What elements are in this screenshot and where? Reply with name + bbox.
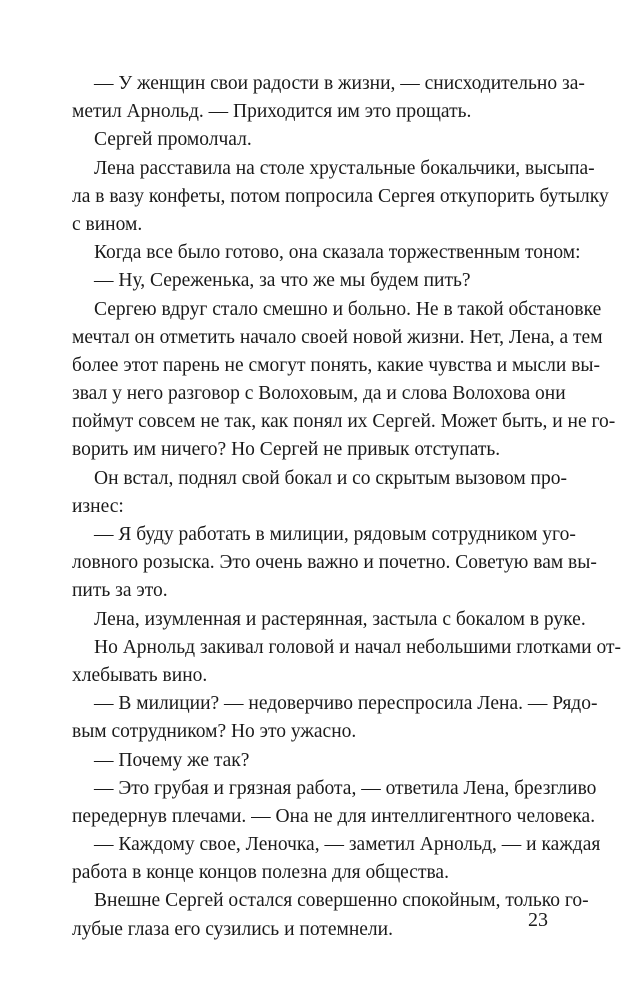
text-line: поймут совсем не так, как понял их Сергей. Может быть, и не го- (72, 411, 616, 433)
text-line: передернув плечами. — Она не для интеллигентного человека. (72, 805, 596, 827)
text-line: метил Арнольд. — Приходится им это прощать. (72, 101, 472, 123)
text-line: Лена расставила на столе хрустальные бокальчики, высыпа- (94, 157, 595, 179)
text-line: — В милиции? — недоверчиво переспросила Лена. — Рядо- (94, 693, 598, 715)
text-line: Сергею вдруг стало смешно и больно. Не в такой обстановке (94, 298, 602, 320)
text-line: — У женщин свои радости в жизни, — снисходительно за- (94, 73, 585, 94)
text-line: Он встал, поднял свой бокал и со скрытым вызовом про- (94, 467, 567, 489)
text-line: Сергей промолчал. (94, 129, 252, 151)
text-line: Когда все было готово, она сказала торжественным тоном: (94, 242, 581, 264)
text-line: изнес: (72, 495, 124, 517)
text-line: вым сотрудником? Но это ужасно. (72, 721, 357, 743)
text-line: ла в вазу конфеты, потом попросила Сергея откупорить бутылку (72, 185, 609, 207)
text-line: — Почему же так? (94, 749, 250, 771)
text-line: лубые глаза его сузились и потемнели. (72, 918, 393, 940)
text-line: Внешне Сергей остался совершенно спокойным, только го- (94, 890, 589, 912)
text-line: пить за это. (72, 580, 168, 602)
text-line: Лена, изумленная и растерянная, застыла с бокалом в руке. (94, 608, 586, 630)
text-line: — Я буду работать в милиции, рядовым сотрудником уго- (94, 524, 576, 545)
page-number: 23 (528, 909, 548, 931)
text-line: работа в конце концов полезна для общества. (72, 862, 449, 884)
text-line: — Это грубая и грязная работа, — ответила Лена, брезгливо (94, 777, 597, 799)
text-line: звал у него разговор с Волоховым, да и слова Волохова они (72, 383, 566, 405)
text-line: ловного розыска. Это очень важно и почетно. Советую вам вы- (72, 552, 597, 574)
text-line: ворить им ничего? Но Сергей не привык отступать. (72, 439, 501, 461)
text-line: хлебывать вино. (72, 664, 208, 686)
text-line: — Ну, Сереженька, за что же мы будем пить? (94, 270, 471, 292)
text-line: более этот парень не смогут понять, какие чувства и мысли вы- (72, 354, 600, 376)
text-line: мечтал он отметить начало своей новой жизни. Нет, Лена, а тем (72, 326, 603, 348)
text-line: — Каждому свое, Леночка, — заметил Арнольд, — и каждая (94, 834, 601, 856)
text-line: с вином. (72, 213, 143, 235)
text-line: Но Арнольд закивал головой и начал небольшими глотками от- (94, 636, 621, 658)
page-body-text (72, 70, 621, 944)
